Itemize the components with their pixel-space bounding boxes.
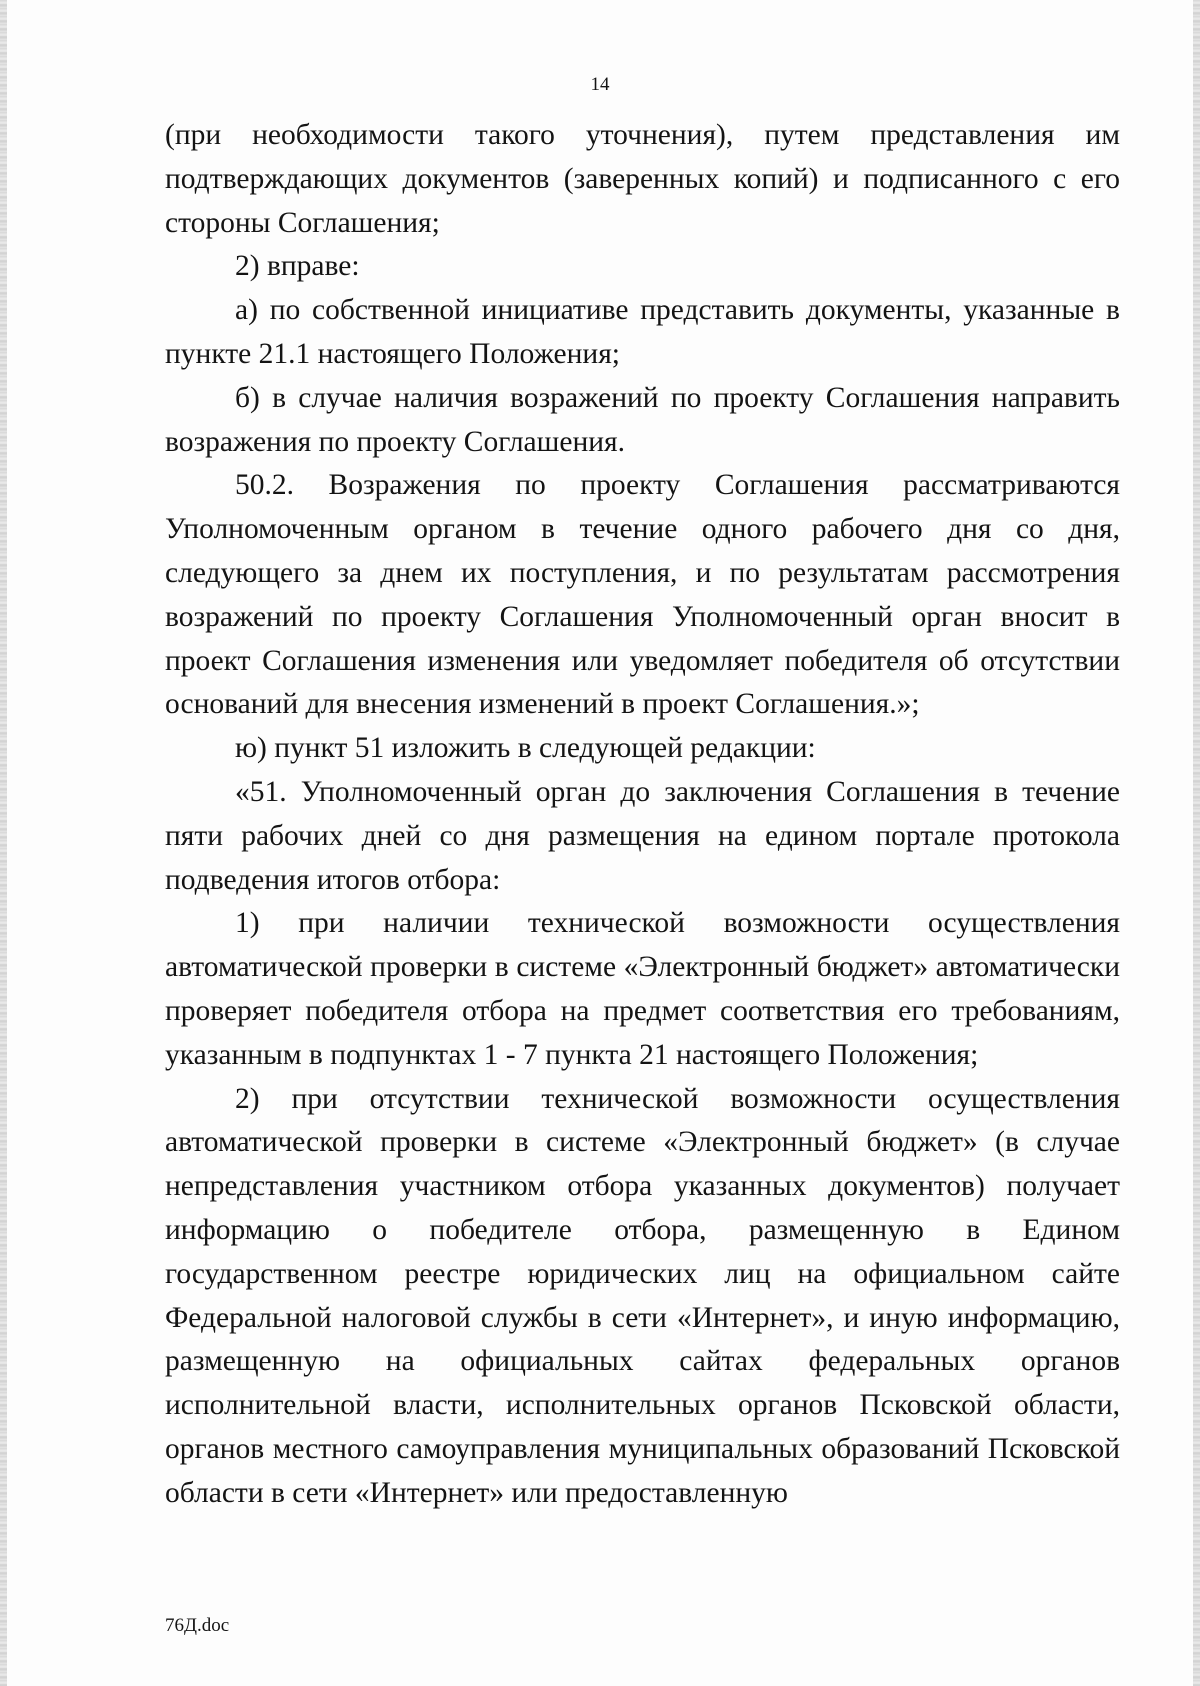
scan-edge-right	[1193, 0, 1200, 1686]
scan-edge-left	[0, 0, 7, 1686]
paragraph-subitem-a: а) по собственной инициативе представить документы, указанные в пункте 21.1 настоящего Положения;	[165, 294, 1120, 370]
document-body	[165, 114, 1120, 1516]
paragraph-51-item-2: 2) при отсутствии технической возможности осуществления автоматической проверки в системе «Электронный бюджет» (в случае непредставления участником отбора указанных документов) получает информацию о победителе отбора, размещенную в Едином государственном реестре юридических лиц на официальном сайте Федеральной налоговой службы в сети «Интернет», и иную информацию, размещенную на официальных сайтах федеральных органов исполнительной власти, исполнительных органов Псковской области, органов местного самоуправления муниципальных образований Псковской области в сети «Интернет» или предоставленную	[165, 1082, 1120, 1509]
paragraph-50-2: 50.2. Возражения по проекту Соглашения рассматриваются Уполномоченным органом в течение одного рабочего дня со дня, следующего за днем их поступления, и по результатам рассмотрения возражений по проекту Соглашения Уполномоченный орган вносит в проект Соглашения изменения или уведомляет победителя об отсутствии оснований для внесения изменений в проект Соглашения.»;	[165, 469, 1120, 721]
paragraph-51: «51. Уполномоченный орган до заключения Соглашения в течение пяти рабочих дней со дня размещения на едином портале протокола подведения итогов отбора:	[165, 775, 1120, 896]
paragraph-51-item-1: 1) при наличии технической возможности осуществления автоматической проверки в системе «Электронный бюджет» автоматически проверяет победителя отбора на предмет соответствия его требованиям, указанным в подпунктах 1 - 7 пункта 21 настоящего Положения;	[165, 907, 1120, 1071]
page-number: 14	[590, 74, 610, 95]
paragraph-item-2: 2) вправе:	[235, 250, 360, 283]
paragraph-subitem-b: б) в случае наличия возражений по проекту Соглашения направить возражения по проекту Соглашения.	[165, 381, 1120, 458]
paragraph-continuation: (при необходимости такого уточнения), путем представления им подтверждающих документов (заверенных копий) и подписанного с его стороны Соглашения;	[165, 119, 1120, 239]
footer-file-code: 76Д.doc	[165, 1615, 230, 1636]
paragraph-amendment-yu: ю) пункт 51 изложить в следующей редакции:	[235, 732, 816, 765]
